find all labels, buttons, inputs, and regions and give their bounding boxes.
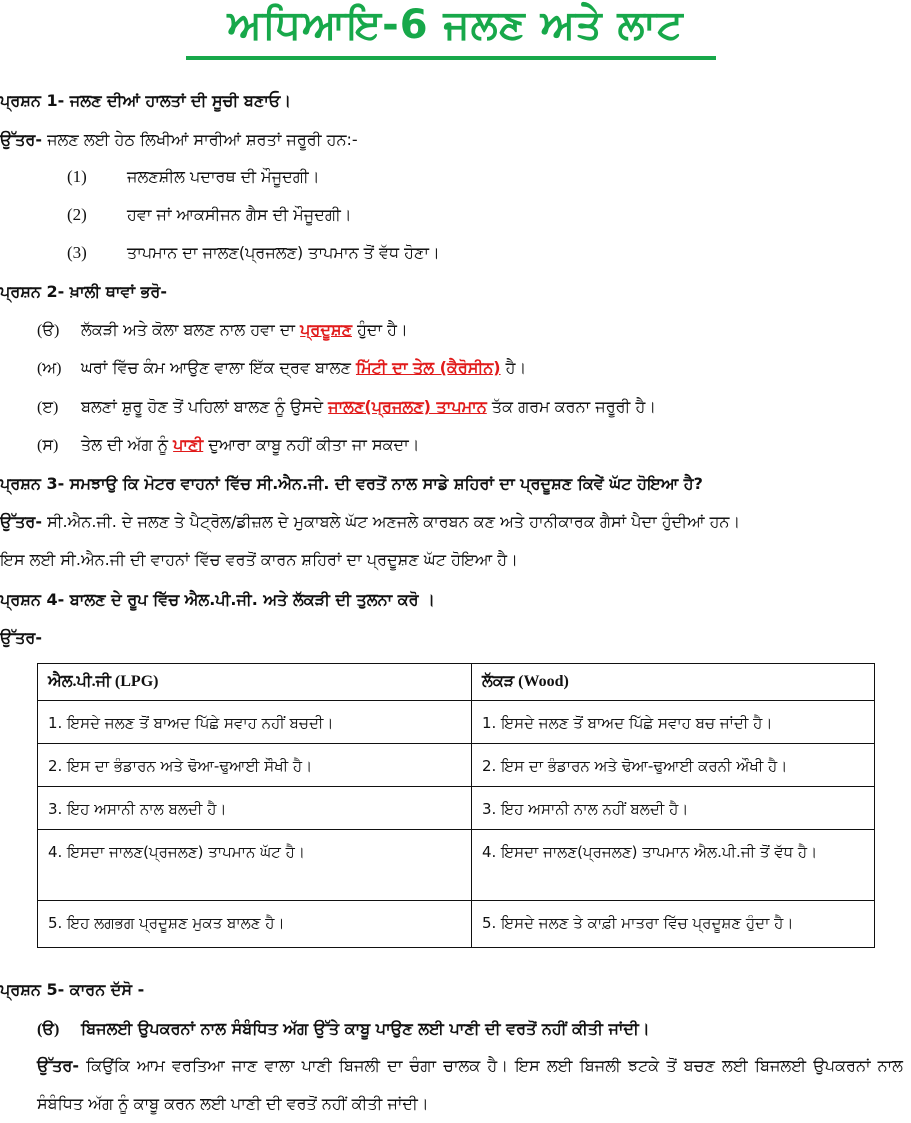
table-cell: 1. ਇਸਦੇ ਜਲਣ ਤੋਂ ਬਾਅਦ ਪਿੱਛੇ ਸਵਾਹ ਬਚ ਜਾਂਦੀ ਹੈ। — [472, 701, 875, 744]
q2-item-3 — [37, 397, 656, 418]
table-row — [38, 901, 875, 948]
table-cell: 5. ਇਹ ਲਗਭਗ ਪ੍ਰਦੂਸ਼ਣ ਮੁਕਤ ਬਾਲਣ ਹੈ। — [38, 901, 472, 948]
comparison-table — [37, 663, 875, 948]
table-row — [38, 830, 875, 901]
item-text: ਤਾਪਮਾਨ ਦਾ ਜਾਲਣ(ਪ੍ਰਜਲਣ) ਤਾਪਮਾਨ ਤੋਂ ਵੱਧ ਹੋਣਾ। — [127, 243, 440, 262]
answer-4-label: ਉੱਤਰ- — [0, 628, 42, 647]
q2-item-4 — [37, 435, 419, 456]
table-header-wood: ਲੱਕੜ (Wood) — [472, 664, 875, 701]
table-header-row — [38, 664, 875, 701]
item-number: (ਸ) — [37, 437, 59, 454]
answer-3-line-2: ਇਸ ਲਈ ਸੀ.ਐਨ.ਜੀ ਦੀ ਵਾਹਨਾਂ ਵਿੱਚ ਵਰਤੋਂ ਕਾਰਨ ਸ਼ਹਿਰਾਂ ਦਾ ਪ੍ਰਦੂਸ਼ਣ ਘੱਟ ਹੋਇਆ ਹੈ। — [0, 550, 518, 569]
item-number: (ੳ) — [37, 1021, 60, 1038]
item-number: (3) — [67, 243, 87, 262]
answer-5-text: ਕਿਉਂਕਿ ਆਮ ਵਰਤਿਆ ਜਾਣ ਵਾਲਾ ਪਾਣੀ ਬਿਜਲੀ ਦਾ ਚੰਗਾ ਚਾਲਕ ਹੈ। ਇਸ ਲਈ ਬਿਜਲੀ ਝਟਕੇ ਤੋਂ ਬਚਣ ਲਈ ਬਿਜਲਈ ਉਪਕਰਨਾਂ ਨਾਲ ਸੰਬੰਧਿਤ ਅੱਗ ਨੂੰ ਕਾਬੂ ਕਰਨ ਲਈ ਪਾਣੀ ਦੀ ਵਰਤੋਂ ਨਹੀਂ ਕੀਤੀ ਜਾਂਦੀ। — [37, 1056, 903, 1113]
question-3: ਪ੍ਰਸ਼ਨ 3- ਸਮਝਾਉ ਕਿ ਮੋਟਰ ਵਾਹਨਾਂ ਵਿੱਚ ਸੀ.ਐਨ.ਜੀ. ਦੀ ਵਰਤੋਂ ਨਾਲ ਸਾਡੇ ਸ਼ਹਿਰਾਂ ਦਾ ਪ੍ਰਦੂਸ਼ਣ ਕਿਵੇਂ ਘੱਟ ਹੋਇਆ ਹੈ? — [0, 474, 703, 493]
answer-label: ਉੱਤਰ- — [0, 130, 42, 149]
item-after: ਹੈ। — [500, 358, 527, 377]
chapter-title: ਅਧਿਆਇ-6 ਜਲਣ ਅਤੇ ਲਾਟ — [227, 2, 684, 48]
item-number: (ੳ) — [37, 322, 60, 339]
item-after: ਦੁਆਰਾ ਕਾਬੂ ਨਹੀਂ ਕੀਤਾ ਜਾ ਸਕਦਾ। — [203, 435, 420, 454]
table-cell: 2. ਇਸ ਦਾ ਭੰਡਾਰਨ ਅਤੇ ਢੋਆ-ਢੁਆਈ ਕਰਨੀ ਔਖੀ ਹੈ। — [472, 744, 875, 787]
title-underline — [186, 56, 716, 60]
table-cell: 4. ਇਸਦਾ ਜਾਲਣ(ਪ੍ਰਜਲਣ) ਤਾਪਮਾਨ ਐਲ.ਪੀ.ਜੀ ਤੋਂ ਵੱਧ ਹੈ। — [472, 830, 875, 901]
table-header-lpg: ਐਲ.ਪੀ.ਜੀ (LPG) — [38, 664, 472, 701]
question-1: ਪ੍ਰਸ਼ਨ 1- ਜਲਣ ਦੀਆਂ ਹਾਲਤਾਂ ਦੀ ਸੂਚੀ ਬਣਾਓ। — [0, 91, 292, 110]
q1-item-3 — [67, 243, 440, 263]
answer-5 — [37, 1047, 903, 1123]
answer-label: ਉੱਤਰ- — [37, 1056, 79, 1075]
fill-answer: ਜਾਲਣ(ਪ੍ਰਜਲਣ) ਤਾਪਮਾਨ — [328, 397, 487, 416]
table-cell: 3. ਇਹ ਅਸਾਨੀ ਨਾਲ ਬਲਦੀ ਹੈ। — [38, 787, 472, 830]
table-cell: 4. ਇਸਦਾ ਜਾਲਣ(ਪ੍ਰਜਲਣ) ਤਾਪਮਾਨ ਘੱਟ ਹੈ। — [38, 830, 472, 901]
answer-3-text-1: ਸੀ.ਐਨ.ਜੀ. ਦੇ ਜਲਣ ਤੇ ਪੈਟ੍ਰੋਲ/ਡੀਜ਼ਲ ਦੇ ਮੁਕਾਬਲੇ ਘੱਟ ਅਣਜਲੇ ਕਾਰਬਨ ਕਣ ਅਤੇ ਹਾਨੀਕਾਰਕ ਗੈਸਾਂ ਪੈਦਾ ਹੁੰਦੀਆਂ ਹਨ। — [42, 512, 741, 531]
item-before: ਤੇਲ ਦੀ ਅੱਗ ਨੂੰ — [81, 435, 174, 454]
item-after: ਤੱਕ ਗਰਮ ਕਰਨਾ ਜਰੂਰੀ ਹੈ। — [486, 397, 657, 416]
table-cell: 3. ਇਹ ਅਸਾਨੀ ਨਾਲ ਨਹੀਂ ਬਲਦੀ ਹੈ। — [472, 787, 875, 830]
fill-answer: ਮਿੱਟੀ ਦਾ ਤੇਲ (ਕੈਰੋਸੀਨ) — [355, 358, 501, 377]
fill-answer: ਪਾਣੀ — [173, 435, 204, 454]
item-number: (ਅ) — [37, 360, 62, 377]
table-row — [38, 744, 875, 787]
table-cell: 2. ਇਸ ਦਾ ਭੰਡਾਰਨ ਅਤੇ ਢੋਆ-ਢੁਆਈ ਸੌਖੀ ਹੈ। — [38, 744, 472, 787]
q2-item-2 — [37, 358, 526, 379]
question-5: ਪ੍ਰਸ਼ਨ 5- ਕਾਰਨ ਦੱਸੋ - — [0, 980, 145, 999]
q1-item-2 — [67, 205, 352, 225]
q5-sub-question — [37, 1019, 650, 1040]
answer-label: ਉੱਤਰ- — [0, 512, 42, 531]
table-cell: 1. ਇਸਦੇ ਜਲਣ ਤੋਂ ਬਾਅਦ ਪਿੱਛੇ ਸਵਾਹ ਨਹੀਂ ਬਚਦੀ। — [38, 701, 472, 744]
item-text: ਜਲਣਸ਼ੀਲ ਪਦਾਰਥ ਦੀ ਮੌਜੂਦਗੀ। — [127, 167, 320, 186]
answer-3-line-1 — [0, 512, 740, 532]
item-text: ਹਵਾ ਜਾਂ ਆਕਸੀਜਨ ਗੈਸ ਦੀ ਮੌਜੂਦਗੀ। — [127, 205, 352, 224]
fill-answer: ਪ੍ਰਦੂਸ਼ਣ — [300, 320, 352, 339]
answer-1 — [0, 130, 358, 150]
item-before: ਘਰਾਂ ਵਿੱਚ ਕੰਮ ਆਉਣ ਵਾਲਾ ਇੱਕ ਦ੍ਰਵ ਬਾਲਣ — [81, 358, 356, 377]
table-row — [38, 787, 875, 830]
item-after: ਹੁੰਦਾ ਹੈ। — [352, 320, 408, 339]
table-row — [38, 701, 875, 744]
question-4: ਪ੍ਰਸ਼ਨ 4- ਬਾਲਣ ਦੇ ਰੂਪ ਵਿੱਚ ਐਲ.ਪੀ.ਜੀ. ਅਤੇ ਲੱਕੜੀ ਦੀ ਤੁਲਨਾ ਕਰੋ । — [0, 590, 435, 609]
item-before: ਬਲਣਾਂ ਸ਼ੁਰੂ ਹੋਣ ਤੋਂ ਪਹਿਲਾਂ ਬਾਲਣ ਨੂੰ ਉਸਦੇ — [81, 397, 329, 416]
answer-1-intro: ਜਲਣ ਲਈ ਹੇਠ ਲਿਖੀਆਂ ਸਾਰੀਆਂ ਸ਼ਰਤਾਂ ਜਰੂਰੀ ਹਨ:- — [42, 130, 358, 149]
q1-item-1 — [67, 167, 320, 187]
item-before: ਲੱਕੜੀ ਅਤੇ ਕੋਲਾ ਬਲਣ ਨਾਲ ਹਵਾ ਦਾ — [81, 320, 301, 339]
q2-item-1 — [37, 320, 408, 341]
sub-question-text: ਬਿਜਲਈ ਉਪਕਰਨਾਂ ਨਾਲ ਸੰਬੰਧਿਤ ਅੱਗ ਉੱਤੇ ਕਾਬੂ ਪਾਉਣ ਲਈ ਪਾਣੀ ਦੀ ਵਰਤੋਂ ਨਹੀਂ ਕੀਤੀ ਜਾਂਦੀ। — [81, 1019, 650, 1038]
item-number: (1) — [67, 167, 87, 186]
question-2: ਪ੍ਰਸ਼ਨ 2- ਖ਼ਾਲੀ ਥਾਵਾਂ ਭਰੋ- — [0, 282, 167, 301]
item-number: (ੲ) — [37, 399, 59, 416]
table-cell: 5. ਇਸਦੇ ਜਲਣ ਤੇ ਕਾਫ਼ੀ ਮਾਤਰਾ ਵਿੱਚ ਪ੍ਰਦੂਸ਼ਣ ਹੁੰਦਾ ਹੈ। — [472, 901, 875, 948]
item-number: (2) — [67, 205, 87, 224]
